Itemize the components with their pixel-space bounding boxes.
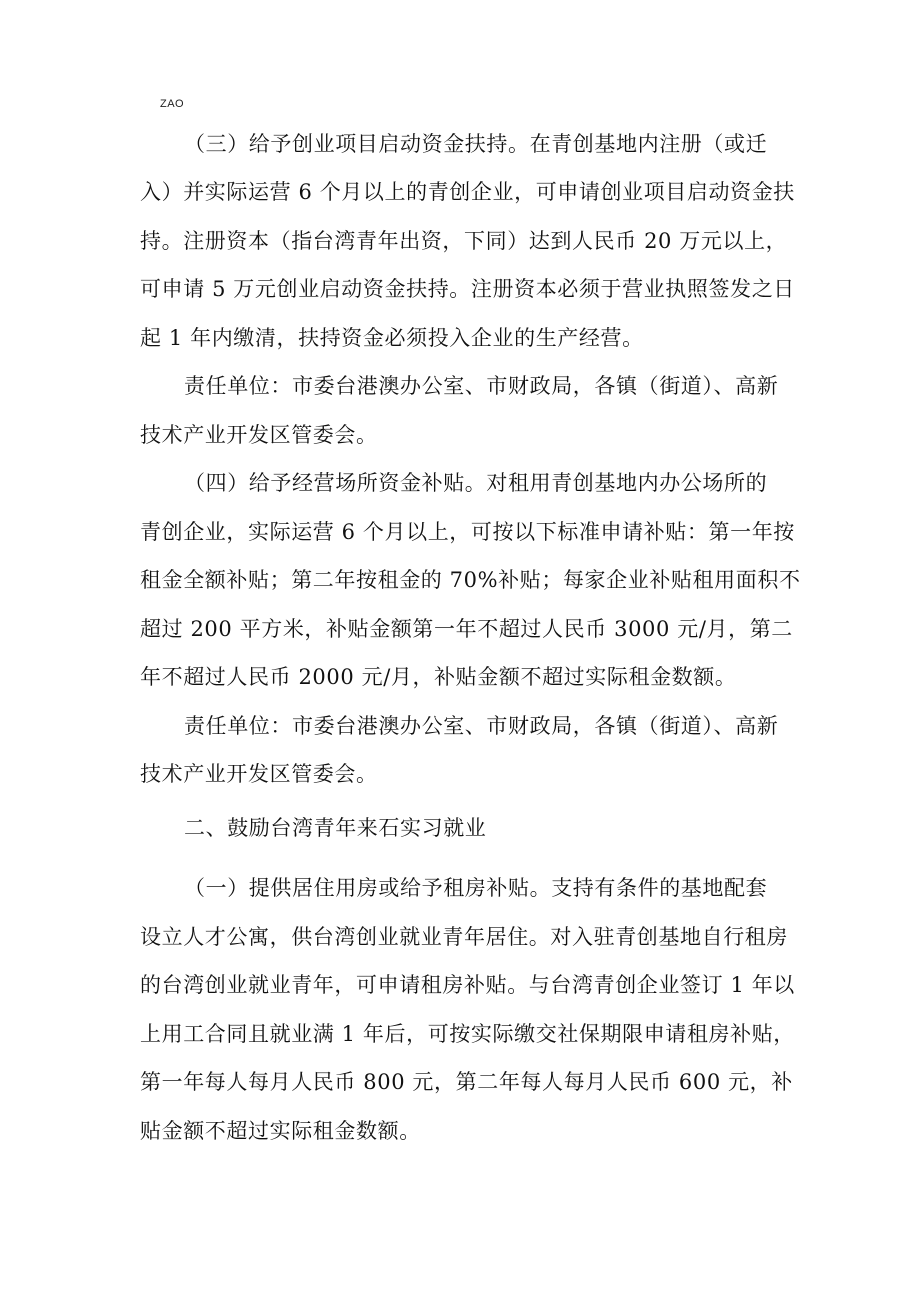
paragraph-4-line-4: 超过 200 平方米，补贴金额第一年不超过人民币 3000 元/月，第二 <box>140 617 793 641</box>
paragraph-1-line-3: 的台湾创业就业青年，可申请租房补贴。与台湾青创企业签订 1 年以 <box>140 973 795 997</box>
responsible-unit-1-line-1: 责任单位：市委台港澳办公室、市财政局，各镇（街道）、高新 <box>184 374 779 398</box>
paragraph-3-line-4: 可申请 5 万元创业启动资金扶持。注册资本必须于营业执照签发之日 <box>140 277 795 301</box>
paragraph-1-line-2: 设立人才公寓，供台湾创业就业青年居住。对入驻青创基地自行租房 <box>140 925 788 949</box>
paragraph-1-line-1: （一）提供居住用房或给予租房补贴。支持有条件的基地配套 <box>184 876 768 900</box>
responsible-unit-2-line-1: 责任单位：市委台港澳办公室、市财政局，各镇（街道）、高新 <box>184 714 779 738</box>
paragraph-4-line-1: （四）给予经营场所资金补贴。对租用青创基地内办公场所的 <box>184 471 768 495</box>
paragraph-4-line-5: 年不超过人民币 2000 元/月，补贴金额不超过实际租金数额。 <box>140 665 737 689</box>
paragraph-1-line-5: 第一年每人每月人民币 800 元，第二年每人每月人民币 600 元，补 <box>140 1070 793 1094</box>
header-mark: ZAO <box>160 98 185 110</box>
paragraph-4-line-3: 租金全额补贴；第二年按租金的 70%补贴；每家企业补贴租用面积不 <box>140 568 801 592</box>
section-2-heading: 二、鼓励台湾青年来石实习就业 <box>184 816 487 840</box>
paragraph-1-line-4: 上用工合同且就业满 1 年后，可按实际缴交社保期限申请租房补贴， <box>140 1022 795 1046</box>
paragraph-1-line-6: 贴金额不超过实际租金数额。 <box>140 1119 421 1143</box>
paragraph-3-line-1: （三）给予创业项目启动资金扶持。在青创基地内注册（或迁 <box>184 132 768 156</box>
paragraph-3-line-2: 入）并实际运营 6 个月以上的青创企业，可申请创业项目启动资金扶 <box>140 180 795 204</box>
paragraph-3-line-5: 起 1 年内缴清，扶持资金必须投入企业的生产经营。 <box>140 326 644 350</box>
paragraph-3-line-3: 持。注册资本（指台湾青年出资，下同）达到人民币 20 万元以上， <box>140 229 788 253</box>
paragraph-4-line-2: 青创企业，实际运营 6 个月以上，可按以下标准申请补贴：第一年按 <box>140 520 795 544</box>
responsible-unit-1-line-2: 技术产业开发区管委会。 <box>140 423 378 447</box>
responsible-unit-2-line-2: 技术产业开发区管委会。 <box>140 762 378 786</box>
